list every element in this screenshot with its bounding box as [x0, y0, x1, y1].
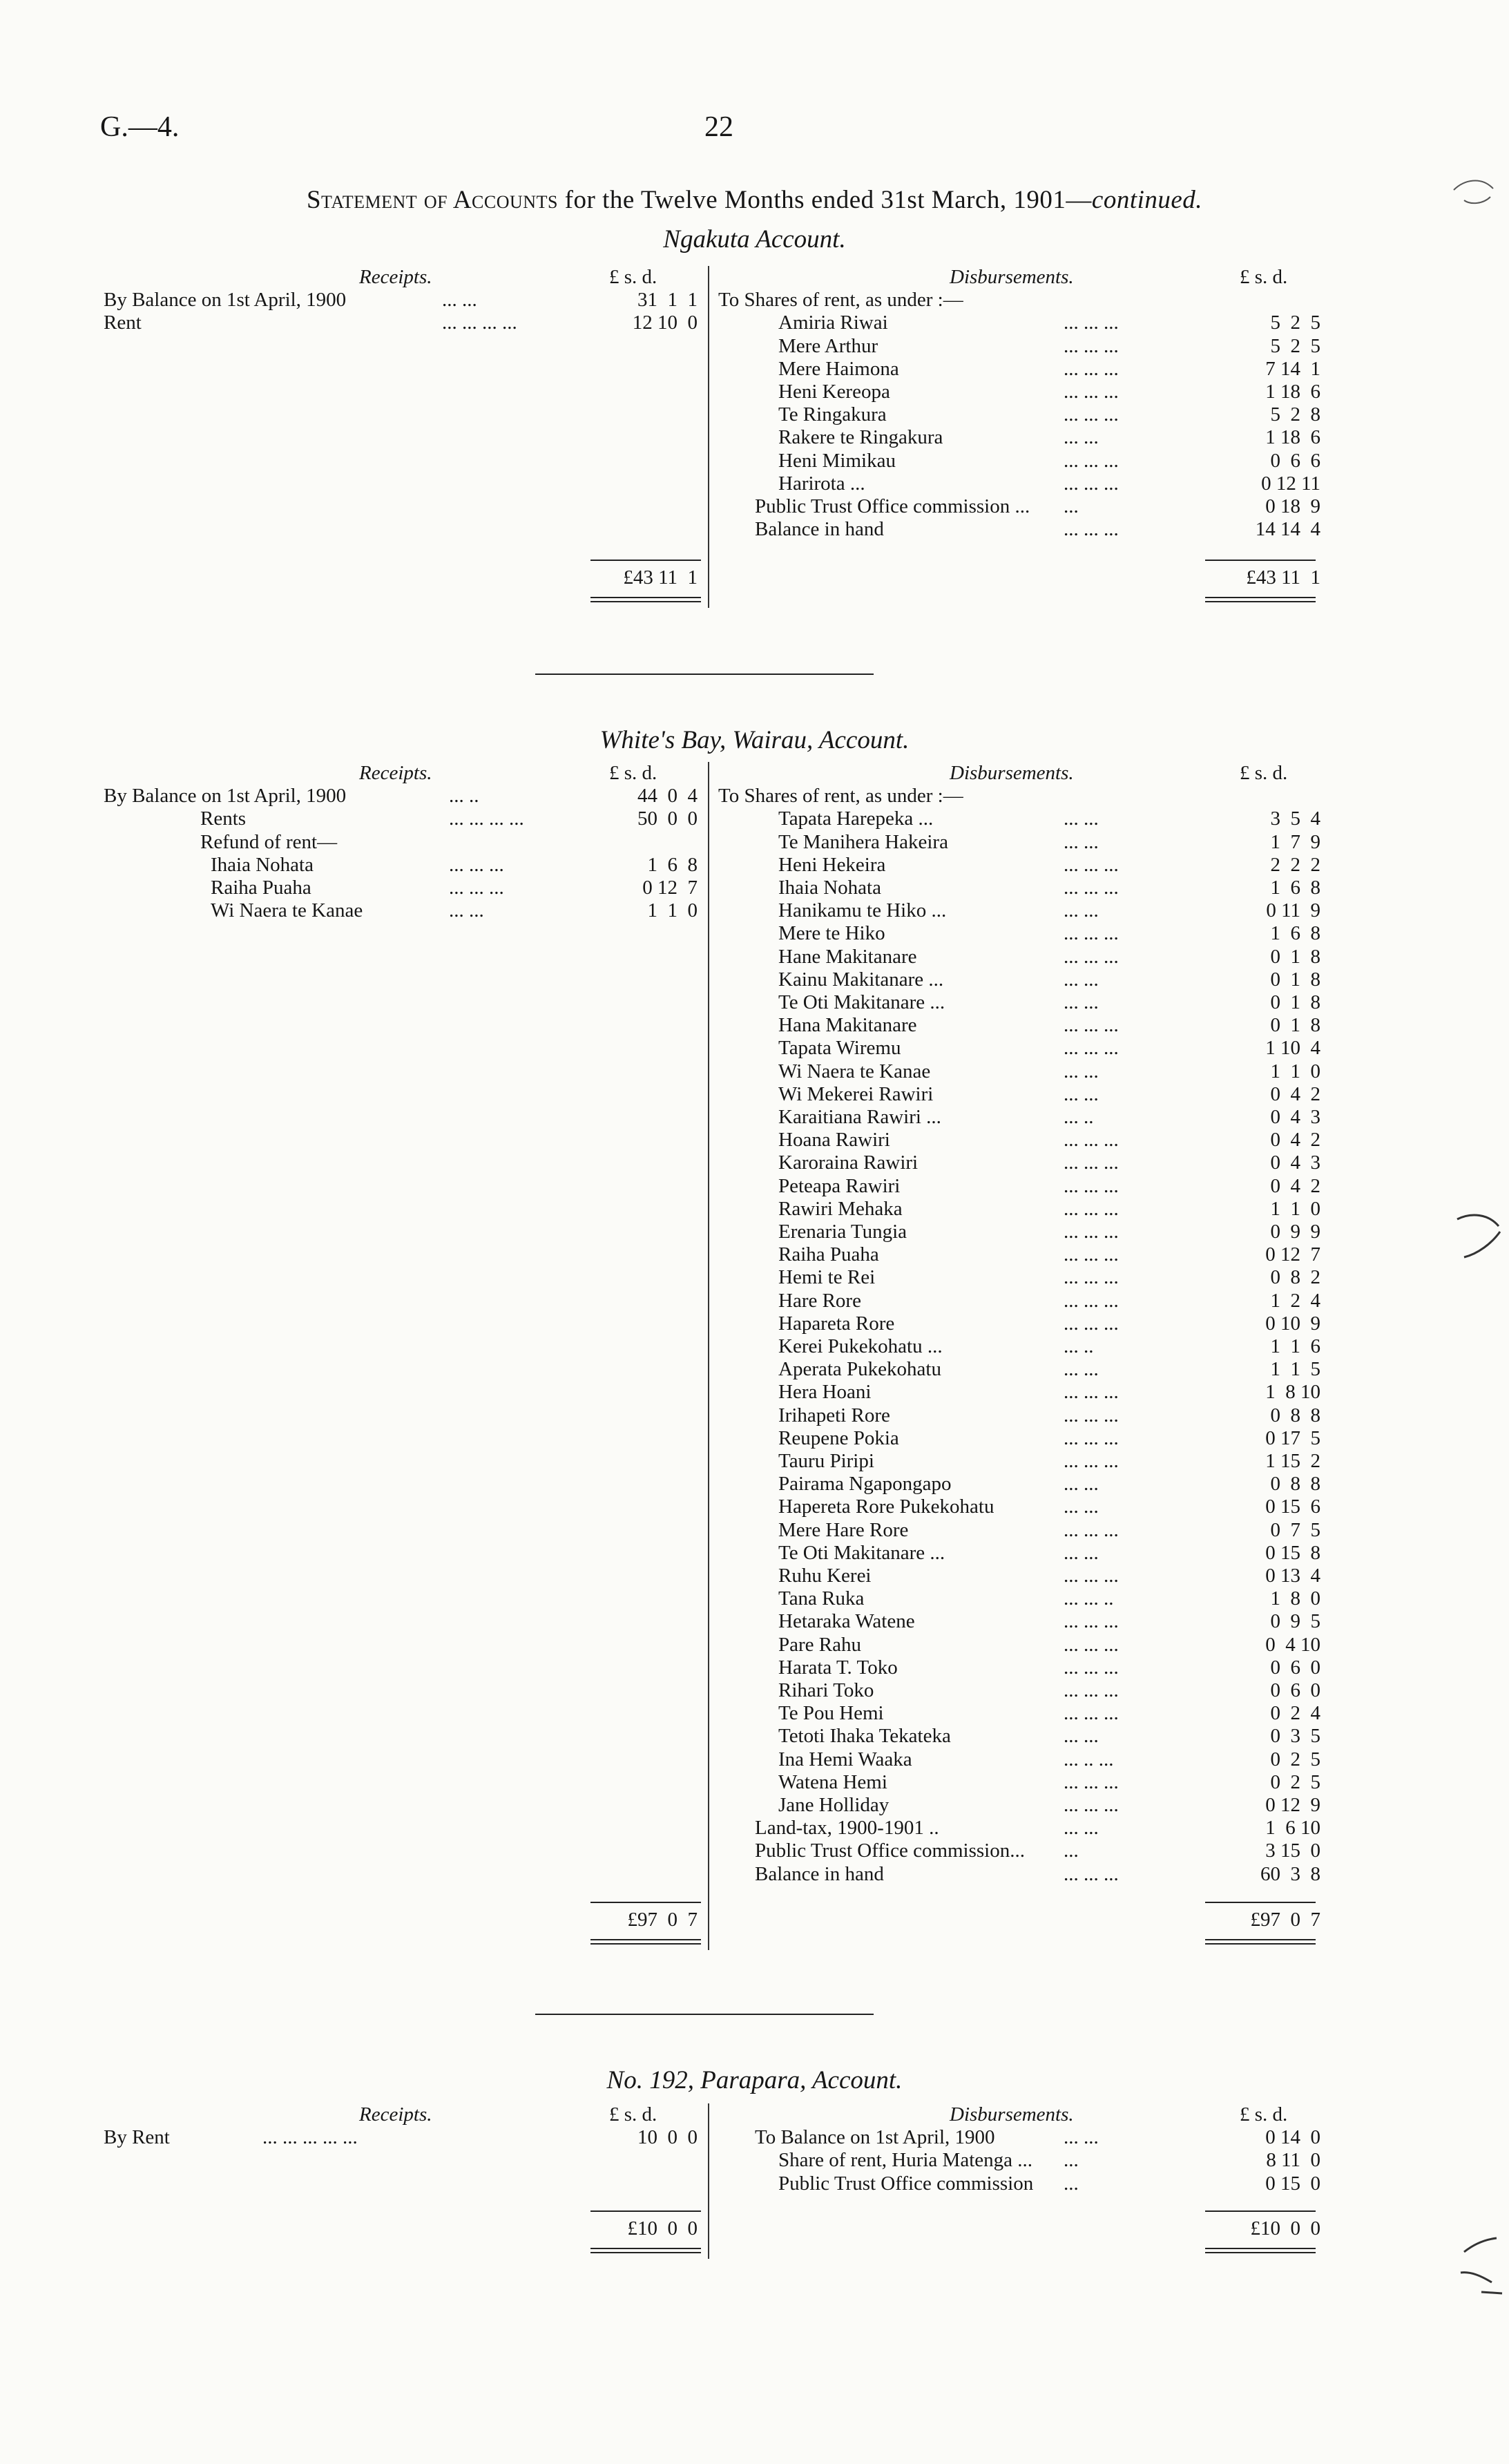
ngakuta-disbursement-amount: 1 18 6 — [1265, 381, 1320, 403]
parapara-separator-rule — [535, 2014, 874, 2015]
parapara-receipts-total: £10 0 0 — [627, 2217, 698, 2239]
whites_bay-receipt-dots: ... .. — [449, 785, 479, 807]
whites_bay-disbursement-dots: ... ... ... — [1064, 1610, 1119, 1632]
whites_bay-disbursement-label: Irihapeti Rore — [778, 1404, 890, 1426]
whites_bay-disbursement-amount: 3 15 0 — [1265, 1840, 1320, 1862]
whites_bay-disbursement-label: Watena Hemi — [778, 1771, 887, 1793]
parapara-money-heading-left: £ s. d. — [609, 2103, 657, 2126]
whites_bay-disbursement-dots: ... ... ... — [1064, 1014, 1119, 1036]
whites_bay-disbursement-label: Te Oti Makitanare ... — [778, 991, 945, 1013]
whites_bay-disbursement-dots: ... ... .. — [1064, 1587, 1114, 1610]
whites_bay-disbursement-label: Hapareta Rore — [778, 1312, 895, 1335]
ngakuta-disbursement-dots: ... ... ... — [1064, 450, 1119, 472]
whites_bay-disbursement-label: Peteapa Rawiri — [778, 1175, 901, 1197]
whites_bay-disbursement-amount: 0 15 8 — [1265, 1542, 1320, 1564]
whites_bay-receipt-dots: ... ... ... ... — [449, 808, 524, 830]
whites_bay-disbursement-amount: 1 1 0 — [1270, 1198, 1320, 1220]
whites_bay-disbursement-amount: 1 6 8 — [1270, 877, 1320, 899]
ngakuta-disbursement-label: Public Trust Office commission ... — [755, 495, 1030, 517]
parapara-disb-double-rule-b — [1205, 2252, 1316, 2253]
whites_bay-receipt-amount: 44 0 4 — [637, 785, 698, 807]
ngakuta-disbursement-amount: 1 18 6 — [1265, 426, 1320, 448]
whites_bay-disb-sum-line — [1205, 1902, 1316, 1903]
whites_bay-disbursement-amount: 0 4 3 — [1270, 1152, 1320, 1174]
whites_bay-receipt-label: Ihaia Nohata — [211, 854, 314, 876]
whites_bay-disbursement-dots: ... ... ... — [1064, 877, 1119, 899]
whites_bay-disbursement-label: Wi Naera te Kanae — [778, 1060, 931, 1082]
ngakuta-receipts-sum-line — [590, 560, 701, 561]
whites_bay-disbursement-dots: ... ... ... — [1064, 1266, 1119, 1288]
whites_bay-receipt-amount: 0 12 7 — [642, 877, 698, 899]
whites_bay-disbursement-amount: 0 1 8 — [1270, 968, 1320, 991]
whites_bay-disbursement-dots: ... ... ... — [1064, 1175, 1119, 1197]
whites_bay-disbursement-amount: 1 6 10 — [1265, 1817, 1320, 1839]
whites_bay-disbursement-dots: ... ... — [1064, 1473, 1099, 1495]
whites_bay-disbursement-dots: ... ... ... — [1064, 1404, 1119, 1426]
ngakuta-receipt-dots: ... ... — [442, 289, 477, 311]
whites_bay-disbursement-amount: 1 15 2 — [1265, 1450, 1320, 1472]
ngakuta-disbursement-label: Heni Kereopa — [778, 381, 890, 403]
ngakuta-disbursement-label: Rakere te Ringakura — [778, 426, 943, 448]
whites_bay-disbursement-amount: 1 6 8 — [1270, 922, 1320, 944]
whites_bay-receipts-double-rule-b — [590, 1943, 701, 1945]
whites_bay-receipts-sum-line — [590, 1902, 701, 1903]
parapara-disbursement-amount: 0 14 0 — [1265, 2126, 1320, 2148]
whites_bay-disbursement-amount: 1 7 9 — [1270, 831, 1320, 853]
whites_bay-disbursement-dots: ... ... ... — [1064, 1794, 1119, 1816]
parapara-receipt-label: By Rent — [104, 2126, 170, 2148]
ngakuta-disbursement-amount: 5 2 8 — [1270, 403, 1320, 426]
whites_bay-disbursement-amount: 1 10 4 — [1265, 1037, 1320, 1059]
whites_bay-disbursement-dots: ... ... — [1064, 991, 1099, 1013]
whites_bay-disbursement-amount: 0 1 8 — [1270, 946, 1320, 968]
whites_bay-disbursement-amount: 0 15 6 — [1265, 1496, 1320, 1518]
parapara-receipt-dots: ... ... ... ... ... — [262, 2126, 358, 2148]
whites_bay-disbursement-amount: 0 1 8 — [1270, 1014, 1320, 1036]
parapara-receipt-amount: 10 0 0 — [637, 2126, 698, 2148]
whites_bay-disbursement-label: Te Pou Hemi — [778, 1702, 884, 1724]
ngakuta-account-title: Ngakuta Account. — [663, 225, 846, 254]
whites_bay-disbursements-total: £97 0 7 — [1250, 1909, 1320, 1931]
whites_bay-disbursement-amount: 0 11 9 — [1266, 899, 1320, 921]
whites_bay-disbursement-amount: 0 4 2 — [1270, 1175, 1320, 1197]
ngakuta-disbursements-total: £43 11 1 — [1246, 566, 1320, 589]
whites_bay-disbursement-label: Mere Hare Rore — [778, 1519, 909, 1541]
whites_bay-disbursement-label: Hapereta Rore Pukekohatu — [778, 1496, 994, 1518]
ngakuta-receipts-total: £43 11 1 — [623, 566, 698, 589]
whites_bay-disbursement-amount: 0 12 9 — [1265, 1794, 1320, 1816]
whites_bay-disbursement-dots: ... ... ... — [1064, 1312, 1119, 1335]
whites_bay-receipt-label: Refund of rent— — [200, 831, 338, 853]
whites_bay-disbursement-label: Tapata Wiremu — [778, 1037, 901, 1059]
whites_bay-receipt-amount: 50 0 0 — [637, 808, 698, 830]
whites_bay-disbursement-dots: ... ... — [1064, 968, 1099, 991]
ngakuta-disbursement-label: Heni Mimikau — [778, 450, 896, 472]
margin-mark-bottom-right — [1454, 2224, 1506, 2300]
whites_bay-disbursement-amount: 0 10 9 — [1265, 1312, 1320, 1335]
ngakuta-disbursement-amount: 0 6 6 — [1270, 450, 1320, 472]
whites_bay-disbursement-label: Wi Mekerei Rawiri — [778, 1083, 934, 1105]
whites_bay-disbursement-label: Hemi te Rei — [778, 1266, 876, 1288]
whites_bay-disbursement-amount: 1 1 6 — [1270, 1335, 1320, 1357]
whites_bay-disbursement-label: Tauru Piripi — [778, 1450, 874, 1472]
ngakuta-disbursement-dots: ... ... ... — [1064, 403, 1119, 426]
ngakuta-disb-sum-line — [1205, 560, 1316, 561]
whites_bay-receipt-dots: ... ... ... — [449, 854, 504, 876]
whites_bay-disbursement-amount: 60 3 8 — [1260, 1863, 1320, 1885]
ngakuta-money-heading-left: £ s. d. — [609, 266, 657, 288]
ngakuta-disbursement-dots: ... ... ... — [1064, 472, 1119, 495]
parapara-receipts-double-rule-b — [590, 2252, 701, 2253]
whites_bay-disbursement-label: Hera Hoani — [778, 1381, 872, 1403]
whites_bay-disbursement-dots: ... ... ... — [1064, 1037, 1119, 1059]
whites_bay-disbursement-label: Hare Rore — [778, 1290, 861, 1312]
whites_bay-receipt-dots: ... ... ... — [449, 877, 504, 899]
whites_bay-disbursement-amount: 0 2 4 — [1270, 1702, 1320, 1724]
parapara-receipts-double-rule-a — [590, 2248, 701, 2249]
whites_bay-disbursement-label: Te Oti Makitanare ... — [778, 1542, 945, 1564]
whites_bay-disbursement-amount: 0 9 9 — [1270, 1221, 1320, 1243]
ngakuta-receipt-label: By Balance on 1st April, 1900 — [104, 289, 347, 311]
ngakuta-disbursement-amount: 7 14 1 — [1265, 358, 1320, 380]
parapara-receipts-heading: Receipts. — [359, 2103, 432, 2126]
parapara-money-heading-right: £ s. d. — [1240, 2103, 1288, 2126]
whites_bay-disbursement-dots: ... ... ... — [1064, 1450, 1119, 1472]
ngakuta-column-divider — [708, 266, 709, 608]
whites_bay-disbursement-amount: 3 5 4 — [1270, 808, 1320, 830]
whites_bay-disbursement-amount: 0 8 8 — [1270, 1473, 1320, 1495]
whites_bay-disbursement-label: Jane Holliday — [778, 1794, 890, 1816]
whites_bay-disbursement-label: Hana Makitanare — [778, 1014, 917, 1036]
parapara-disbursement-label: To Balance on 1st April, 1900 — [755, 2126, 995, 2148]
whites_bay-disbursement-dots: ... — [1064, 1840, 1079, 1862]
whites_bay-disbursement-amount: 0 2 5 — [1270, 1748, 1320, 1770]
whites_bay-disbursement-dots: ... ... — [1064, 1083, 1099, 1105]
ngakuta-disbursement-dots: ... ... ... — [1064, 381, 1119, 403]
ngakuta-disbursement-dots: ... ... — [1064, 426, 1099, 448]
ngakuta-money-heading-right: £ s. d. — [1240, 266, 1288, 288]
statement-title — [0, 185, 1509, 215]
whites_bay-receipt-label: Rents — [200, 808, 247, 830]
whites_bay-disbursement-dots: ... ... ... — [1064, 1152, 1119, 1174]
whites_bay-disbursement-amount: 1 8 0 — [1270, 1587, 1320, 1610]
ngakuta-disbursement-label: Mere Haimona — [778, 358, 899, 380]
statement-title-middle: for the Twelve Months ended 31st March, 1901— — [557, 186, 1092, 214]
whites_bay-money-heading-left: £ s. d. — [609, 762, 657, 784]
whites_bay-disbursement-dots: ... ... — [1064, 1725, 1099, 1747]
whites_bay-disbursement-label: Tapata Harepeka ... — [778, 808, 934, 830]
parapara-disbursement-dots: ... ... — [1064, 2126, 1099, 2148]
whites_bay-disbursement-dots: ... ... — [1064, 899, 1099, 921]
whites_bay-disbursement-amount: 0 4 3 — [1270, 1106, 1320, 1128]
whites_bay-disbursement-dots: ... ... ... — [1064, 854, 1119, 876]
whites_bay-receipts-total: £97 0 7 — [627, 1909, 698, 1931]
whites_bay-disbursement-dots: ... ... — [1064, 808, 1099, 830]
statement-title-suffix: continued. — [1091, 186, 1203, 214]
whites_bay-disbursement-label: Karaitiana Rawiri ... — [778, 1106, 941, 1128]
whites_bay-disbursement-label: Heni Hekeira — [778, 854, 886, 876]
whites_bay-disbursement-amount: 1 1 5 — [1270, 1358, 1320, 1380]
whites_bay-disbursement-label: Kainu Makitanare ... — [778, 968, 944, 991]
document-reference: G.—4. — [100, 111, 180, 143]
whites_bay-disbursement-amount: 0 9 5 — [1270, 1610, 1320, 1632]
ngakuta-disbursement-label: Mere Arthur — [778, 335, 878, 357]
whites_bay-disbursement-label: Pare Rahu — [778, 1634, 861, 1656]
whites_bay-disbursement-amount: 1 2 4 — [1270, 1290, 1320, 1312]
whites_bay-disbursement-label: Tana Ruka — [778, 1587, 865, 1610]
whites_bay-disbursement-dots: ... ... ... — [1064, 1290, 1119, 1312]
parapara-disbursement-amount: 8 11 0 — [1266, 2149, 1320, 2171]
ngakuta-disbursement-label: Balance in hand — [755, 518, 884, 540]
whites_bay-separator-rule — [535, 674, 874, 675]
ngakuta-disbursement-amount: 5 2 5 — [1270, 335, 1320, 357]
whites_bay-disbursement-dots: ... ... — [1064, 1358, 1099, 1380]
whites_bay-disbursement-amount: 0 17 5 — [1265, 1427, 1320, 1449]
whites_bay-disbursement-dots: ... ... ... — [1064, 1565, 1119, 1587]
whites_bay-disbursement-dots: ... ... ... — [1064, 1702, 1119, 1724]
whites_bay-disbursement-label: Land-tax, 1900-1901 .. — [755, 1817, 939, 1839]
whites_bay-disbursement-label: Hetaraka Watene — [778, 1610, 915, 1632]
whites_bay-disbursement-amount: 0 4 2 — [1270, 1129, 1320, 1151]
whites_bay-disbursement-dots: ... .. — [1064, 1106, 1094, 1128]
whites_bay-disbursement-dots: ... ... ... — [1064, 1221, 1119, 1243]
whites_bay-money-heading-right: £ s. d. — [1240, 762, 1288, 784]
whites_bay-disbursement-dots: ... ... — [1064, 1817, 1099, 1839]
whites_bay-disbursement-amount: 0 8 8 — [1270, 1404, 1320, 1426]
whites_bay-disbursement-amount: 0 8 2 — [1270, 1266, 1320, 1288]
whites_bay-disbursement-label: Ihaia Nohata — [778, 877, 881, 899]
ngakuta-disbursement-dots: ... ... ... — [1064, 312, 1119, 334]
ngakuta-disbursement-amount: 0 12 11 — [1261, 472, 1320, 495]
whites_bay-disbursement-dots: ... .. ... — [1064, 1748, 1114, 1770]
ngakuta-disbursement-amount: 0 18 9 — [1265, 495, 1320, 517]
whites_bay-disbursement-amount: 0 6 0 — [1270, 1656, 1320, 1679]
whites_bay-disbursement-dots: ... ... ... — [1064, 1198, 1119, 1220]
whites_bay-disbursements-heading: Disbursements. — [950, 762, 1074, 784]
whites_bay-receipt-label: By Balance on 1st April, 1900 — [104, 785, 347, 807]
statement-title-prefix: Statement of Accounts — [306, 186, 558, 214]
whites_bay-disbursement-label: Ina Hemi Waaka — [778, 1748, 912, 1770]
whites_bay-column-divider — [708, 762, 709, 1950]
whites_bay-disbursement-dots: ... ... — [1064, 1060, 1099, 1082]
ngakuta-disb-double-rule-b — [1205, 601, 1316, 602]
ngakuta-disbursement-label: Te Ringakura — [778, 403, 887, 426]
ngakuta-disb-double-rule-a — [1205, 597, 1316, 598]
parapara-column-divider — [708, 2103, 709, 2259]
ngakuta-disbursement-dots: ... — [1064, 495, 1079, 517]
parapara-disb-sum-line — [1205, 2210, 1316, 2212]
whites_bay-disbursement-label: Ruhu Kerei — [778, 1565, 872, 1587]
parapara-disb-double-rule-a — [1205, 2248, 1316, 2249]
whites_bay-receipts-double-rule-a — [590, 1939, 701, 1940]
ngakuta-disbursement-amount: 5 2 5 — [1270, 312, 1320, 334]
ngakuta-disbursements-heading: Disbursements. — [950, 266, 1074, 288]
whites_bay-receipt-label: Wi Naera te Kanae — [211, 899, 363, 921]
whites_bay-receipt-amount: 1 1 0 — [647, 899, 698, 921]
whites_bay-disbursement-label: Kerei Pukekohatu ... — [778, 1335, 943, 1357]
whites_bay-disbursement-amount: 1 1 0 — [1270, 1060, 1320, 1082]
ngakuta-disbursement-dots: ... ... ... — [1064, 358, 1119, 380]
whites_bay-disbursement-amount: 0 13 4 — [1265, 1565, 1320, 1587]
parapara-disbursement-label: Share of rent, Huria Matenga ... — [778, 2149, 1033, 2171]
whites_bay-receipt-label: Raiha Puaha — [211, 877, 311, 899]
whites_bay-disbursement-label: Reupene Pokia — [778, 1427, 899, 1449]
parapara-disbursement-amount: 0 15 0 — [1265, 2172, 1320, 2195]
whites_bay-disbursement-dots: ... ... ... — [1064, 1129, 1119, 1151]
parapara-disbursements-total: £10 0 0 — [1250, 2217, 1320, 2239]
whites_bay-disbursement-label: Rawiri Mehaka — [778, 1198, 903, 1220]
whites_bay-disbursement-label: Erenaria Tungia — [778, 1221, 907, 1243]
whites_bay-disbursement-label: Tetoti Ihaka Tekateka — [778, 1725, 951, 1747]
whites_bay-account-title: White's Bay, Wairau, Account. — [599, 726, 910, 754]
ngakuta-disbursement-amount: 14 14 4 — [1255, 518, 1320, 540]
whites_bay-disbursement-dots: ... ... ... — [1064, 1634, 1119, 1656]
page-number: 22 — [704, 111, 733, 143]
margin-mark-top-right — [1450, 169, 1499, 211]
parapara-disbursements-heading: Disbursements. — [950, 2103, 1074, 2126]
ngakuta-disbursement-intro: To Shares of rent, as under :— — [718, 289, 963, 311]
whites_bay-receipt-amount: 1 6 8 — [647, 854, 698, 876]
whites_bay-disbursement-label: Hanikamu te Hiko ... — [778, 899, 947, 921]
whites_bay-disbursement-amount: 0 7 5 — [1270, 1519, 1320, 1541]
whites_bay-receipt-dots: ... ... — [449, 899, 484, 921]
whites_bay-receipts-heading: Receipts. — [359, 762, 432, 784]
parapara-disbursement-dots: ... — [1064, 2149, 1079, 2171]
ngakuta-disbursement-dots: ... ... ... — [1064, 335, 1119, 357]
whites_bay-disbursement-intro: To Shares of rent, as under :— — [718, 785, 963, 807]
whites_bay-disbursement-dots: ... ... ... — [1064, 1679, 1119, 1701]
whites_bay-disbursement-dots: ... ... ... — [1064, 1427, 1119, 1449]
whites_bay-disbursement-amount: 0 6 0 — [1270, 1679, 1320, 1701]
whites_bay-disbursement-dots: ... ... ... — [1064, 1771, 1119, 1793]
whites_bay-disbursement-amount: 0 12 7 — [1265, 1243, 1320, 1266]
whites_bay-disbursement-dots: ... ... — [1064, 1496, 1099, 1518]
whites_bay-disbursement-label: Balance in hand — [755, 1863, 884, 1885]
ngakuta-receipt-dots: ... ... ... ... — [442, 312, 517, 334]
parapara-account-title: No. 192, Parapara, Account. — [606, 2066, 903, 2094]
whites_bay-disbursement-dots: ... ... ... — [1064, 946, 1119, 968]
ngakuta-receipt-amount: 31 1 1 — [637, 289, 698, 311]
whites_bay-disbursement-dots: ... ... ... — [1064, 1243, 1119, 1266]
whites_bay-disbursement-dots: ... ... ... — [1064, 1863, 1119, 1885]
whites_bay-disbursement-label: Rihari Toko — [778, 1679, 874, 1701]
whites_bay-disb-double-rule-b — [1205, 1943, 1316, 1945]
whites_bay-disbursement-amount: 1 8 10 — [1265, 1381, 1320, 1403]
margin-mark-middle-right — [1450, 1205, 1506, 1268]
ngakuta-receipts-double-rule-b — [590, 601, 701, 602]
ngakuta-receipts-heading: Receipts. — [359, 266, 432, 288]
whites_bay-disbursement-label: Raiha Puaha — [778, 1243, 879, 1266]
ngakuta-receipt-amount: 12 10 0 — [632, 312, 698, 334]
whites_bay-disbursement-label: Karoraina Rawiri — [778, 1152, 919, 1174]
whites_bay-disbursement-label: Pairama Ngapongapo — [778, 1473, 952, 1495]
whites_bay-disbursement-label: Hane Makitanare — [778, 946, 917, 968]
whites_bay-disbursement-dots: ... ... ... — [1064, 1381, 1119, 1403]
whites_bay-disbursement-dots: ... ... — [1064, 831, 1099, 853]
whites_bay-disbursement-dots: ... ... ... — [1064, 922, 1119, 944]
whites_bay-disbursement-dots: ... ... ... — [1064, 1519, 1119, 1541]
whites_bay-disbursement-dots: ... ... ... — [1064, 1656, 1119, 1679]
whites_bay-disbursement-amount: 0 1 8 — [1270, 991, 1320, 1013]
ngakuta-disbursement-label: Amiria Riwai — [778, 312, 888, 334]
parapara-disbursement-dots: ... — [1064, 2172, 1079, 2195]
whites_bay-disbursement-amount: 2 2 2 — [1270, 854, 1320, 876]
whites_bay-disbursement-label: Aperata Pukekohatu — [778, 1358, 941, 1380]
ngakuta-receipts-double-rule-a — [590, 597, 701, 598]
whites_bay-disbursement-label: Te Manihera Hakeira — [778, 831, 948, 853]
parapara-disbursement-label: Public Trust Office commission — [778, 2172, 1034, 2195]
ngakuta-disbursement-label: Harirota ... — [778, 472, 865, 495]
whites_bay-disbursement-amount: 0 4 2 — [1270, 1083, 1320, 1105]
ngakuta-receipt-label: Rent — [104, 312, 142, 334]
whites_bay-disbursement-dots: ... .. — [1064, 1335, 1094, 1357]
whites_bay-disb-double-rule-a — [1205, 1939, 1316, 1940]
whites_bay-disbursement-label: Harata T. Toko — [778, 1656, 898, 1679]
whites_bay-disbursement-amount: 0 2 5 — [1270, 1771, 1320, 1793]
whites_bay-disbursement-amount: 0 3 5 — [1270, 1725, 1320, 1747]
whites_bay-disbursement-amount: 0 4 10 — [1265, 1634, 1320, 1656]
parapara-receipts-sum-line — [590, 2210, 701, 2212]
whites_bay-disbursement-label: Mere te Hiko — [778, 922, 885, 944]
whites_bay-disbursement-label: Public Trust Office commission... — [755, 1840, 1025, 1862]
ngakuta-disbursement-dots: ... ... ... — [1064, 518, 1119, 540]
whites_bay-disbursement-label: Hoana Rawiri — [778, 1129, 890, 1151]
whites_bay-disbursement-dots: ... ... — [1064, 1542, 1099, 1564]
